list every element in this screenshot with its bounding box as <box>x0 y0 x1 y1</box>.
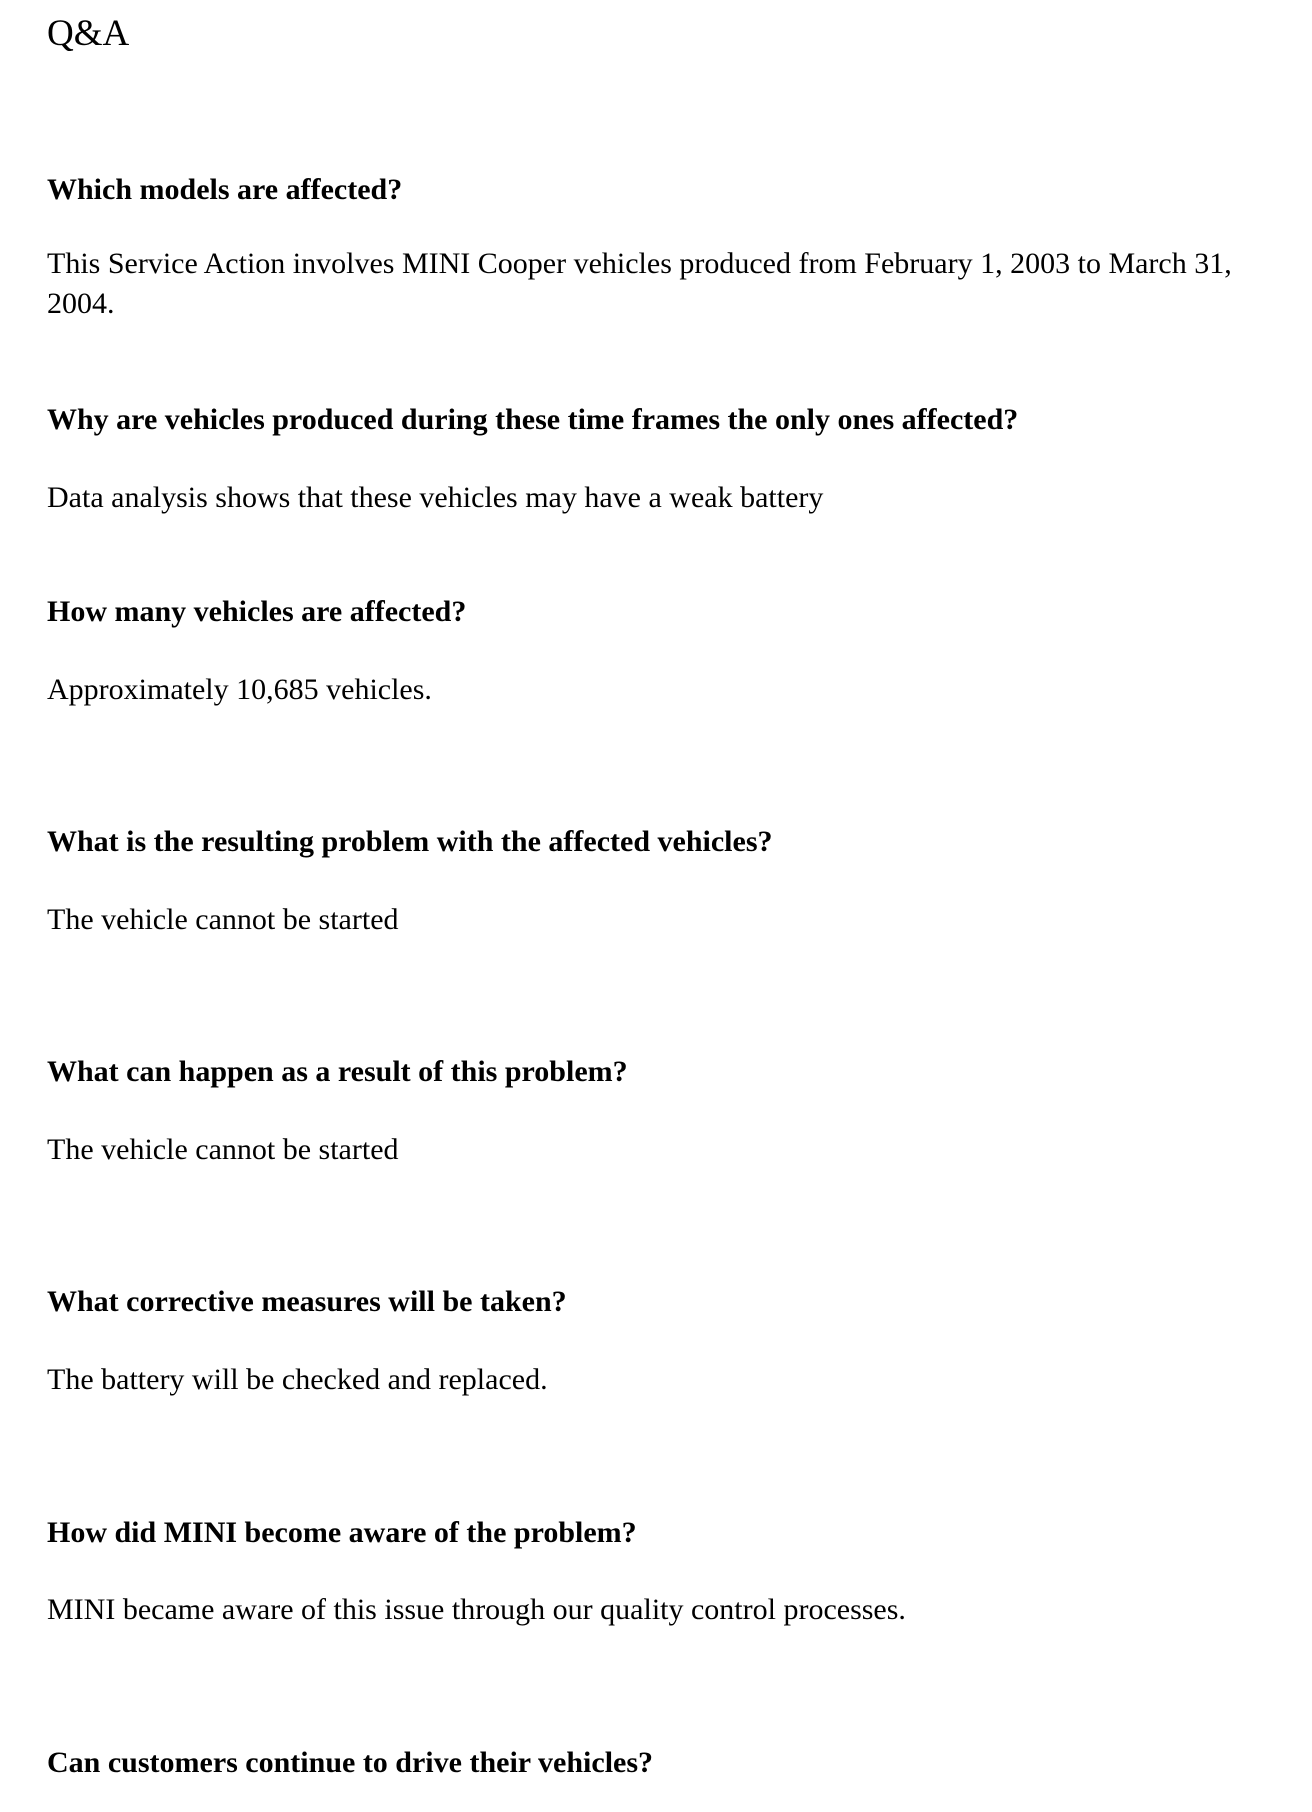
answer-1: This Service Action involves MINI Cooper vehicles produced from February 1, 2003 to March 31, 2004. <box>47 247 1232 320</box>
answer-2: Data analysis shows that these vehicles may have a weak battery <box>47 481 824 514</box>
answer-3: Approximately 10,685 vehicles. <box>47 673 432 706</box>
answer-4: The vehicle cannot be started <box>47 903 399 936</box>
question-7: How did MINI become aware of the problem? <box>47 1516 637 1549</box>
question-1: Which models are affected? <box>47 173 403 206</box>
answer-5: The vehicle cannot be started <box>47 1133 399 1166</box>
page-title: Q&A <box>47 13 130 54</box>
question-3: How many vehicles are affected? <box>47 595 467 628</box>
answer-7: MINI became aware of this issue through our quality control processes. <box>47 1593 906 1626</box>
question-2: Why are vehicles produced during these time frames the only ones affected? <box>47 403 1019 436</box>
question-8: Can customers continue to drive their vehicles? <box>47 1746 654 1779</box>
question-4: What is the resulting problem with the affected vehicles? <box>47 825 773 858</box>
answer-6: The battery will be checked and replaced. <box>47 1363 548 1396</box>
question-6: What corrective measures will be taken? <box>47 1285 567 1318</box>
question-5: What can happen as a result of this problem? <box>47 1055 628 1088</box>
